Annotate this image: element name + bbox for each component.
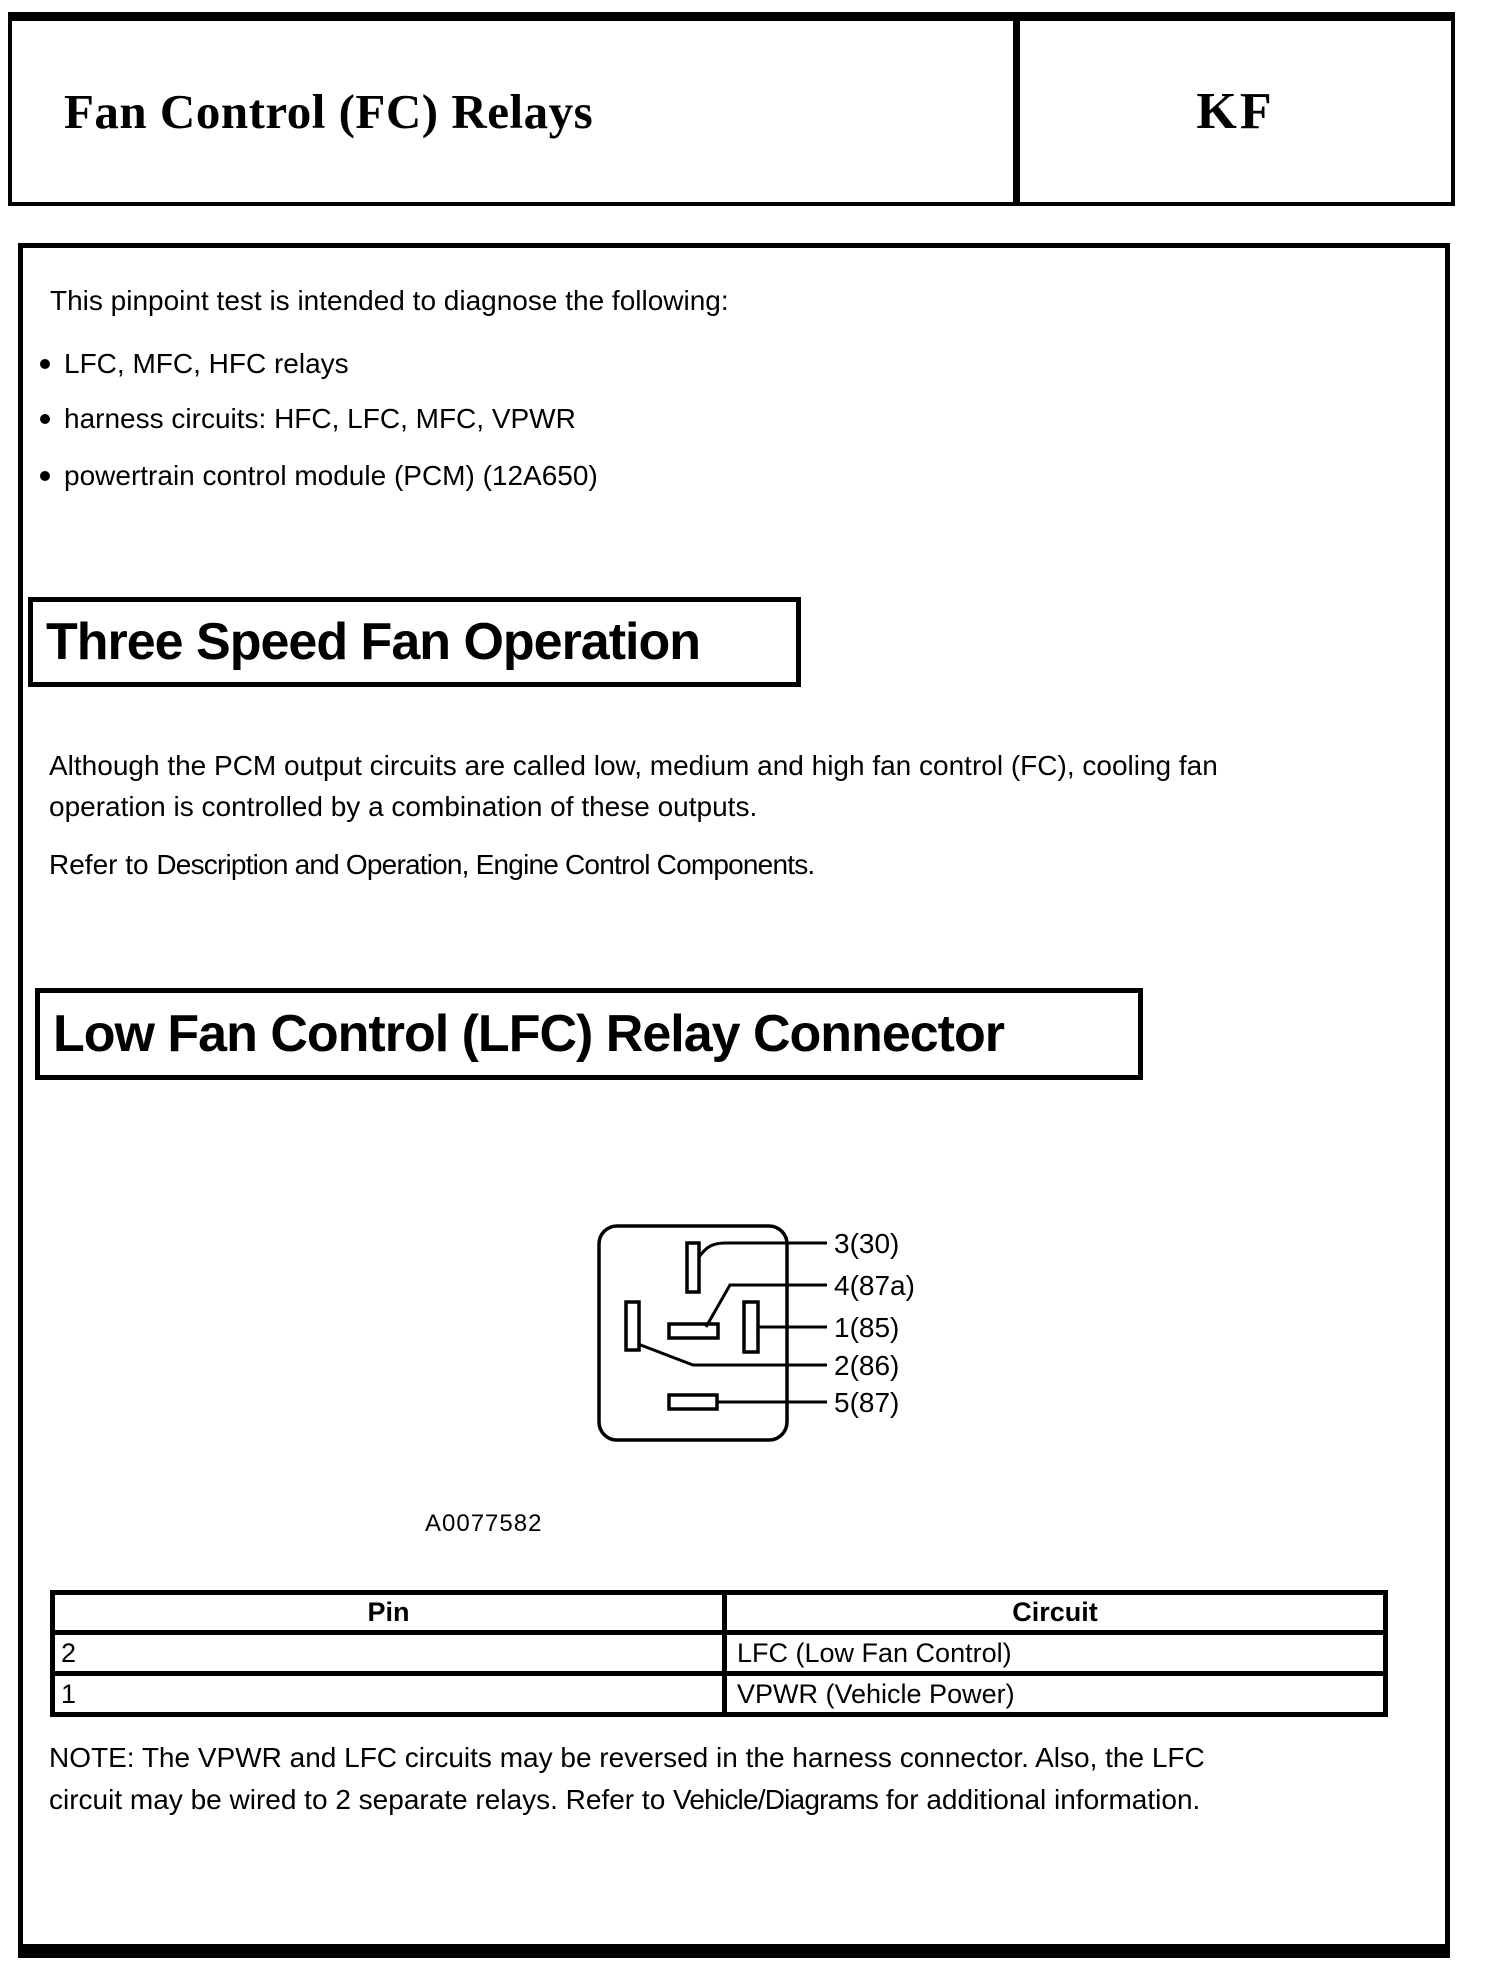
pin-label: 4(87a) (834, 1270, 915, 1301)
pin-slot-3 (687, 1243, 699, 1292)
bullet-dot-icon (40, 359, 50, 369)
relay-connector-diagram (560, 1200, 1030, 1460)
pin-slot-5 (669, 1395, 717, 1409)
bullet-dot-icon (40, 414, 50, 424)
section-heading-three-speed (28, 597, 801, 687)
note-line2-post: for additional information. (878, 1784, 1201, 1815)
three-speed-paragraph (49, 745, 1218, 827)
pin-leader-line-4 (706, 1285, 827, 1327)
pin-label: 3(30) (834, 1228, 900, 1259)
note-text (49, 1737, 1205, 1821)
page-title: Fan Control (FC) Relays (64, 84, 594, 139)
bullet-dot-icon (40, 471, 50, 481)
header-title-cell (12, 21, 1020, 202)
page-header (8, 12, 1455, 206)
section-code: KF (1196, 83, 1275, 140)
pin-cell: 1 (53, 1674, 725, 1715)
pin-slot-1 (744, 1302, 758, 1352)
pin-label: 1(85) (834, 1312, 900, 1343)
section-heading-label: Low Fan Control (LFC) Relay Connector (53, 1005, 1004, 1063)
note-line2-pre: circuit may be wired to 2 separate relays. Refer to (49, 1784, 674, 1815)
list-item (40, 403, 576, 435)
table-row (53, 1674, 1386, 1715)
list-item-label: harness circuits: HFC, LFC, MFC, VPWR (64, 403, 576, 434)
list-item (40, 348, 349, 380)
list-item (40, 460, 598, 492)
section-heading-label: Three Speed Fan Operation (46, 613, 701, 671)
list-item-label: LFC, MFC, HFC relays (64, 348, 349, 379)
refer-prefix: Refer to (49, 849, 157, 880)
paragraph-line: operation is controlled by a combination of these outputs. (49, 791, 758, 822)
header-code-cell (1020, 21, 1451, 202)
content-box (18, 243, 1450, 1958)
note-line: NOTE: The VPWR and LFC circuits may be reversed in the harness connector. Also, the LFC (49, 1742, 1205, 1773)
circuit-cell: VPWR (Vehicle Power) (725, 1674, 1386, 1715)
pin-column-header: Pin (53, 1593, 725, 1633)
pin-label: 2(86) (834, 1350, 900, 1381)
cross-reference-link[interactable]: Description and Operation, Engine Control Components. (156, 849, 815, 880)
pin-slot-2 (626, 1302, 639, 1350)
figure-id: A0077582 (425, 1510, 543, 1537)
cross-reference-link[interactable]: Vehicle/Diagrams (673, 1784, 879, 1815)
cross-reference-line (49, 849, 814, 881)
table-row (53, 1633, 1386, 1674)
circuit-cell: LFC (Low Fan Control) (725, 1633, 1386, 1674)
list-item-label: powertrain control module (PCM) (12A650) (64, 460, 598, 491)
pin-slot-4 (669, 1324, 718, 1338)
pin-cell: 2 (53, 1633, 725, 1674)
pin-circuit-table (50, 1590, 1388, 1717)
note-line (49, 1779, 1205, 1821)
pin-leader-line-3 (699, 1243, 827, 1257)
pin-leader-line-2 (638, 1344, 827, 1365)
paragraph-line: Although the PCM output circuits are called low, medium and high fan control (FC), cooling fan (49, 750, 1218, 781)
circuit-column-header: Circuit (725, 1593, 1386, 1633)
intro-lead: This pinpoint test is intended to diagnose the following: (50, 285, 729, 316)
section-heading-lfc-connector (35, 988, 1143, 1080)
table-header-row (53, 1593, 1386, 1633)
pin-label: 5(87) (834, 1387, 900, 1418)
